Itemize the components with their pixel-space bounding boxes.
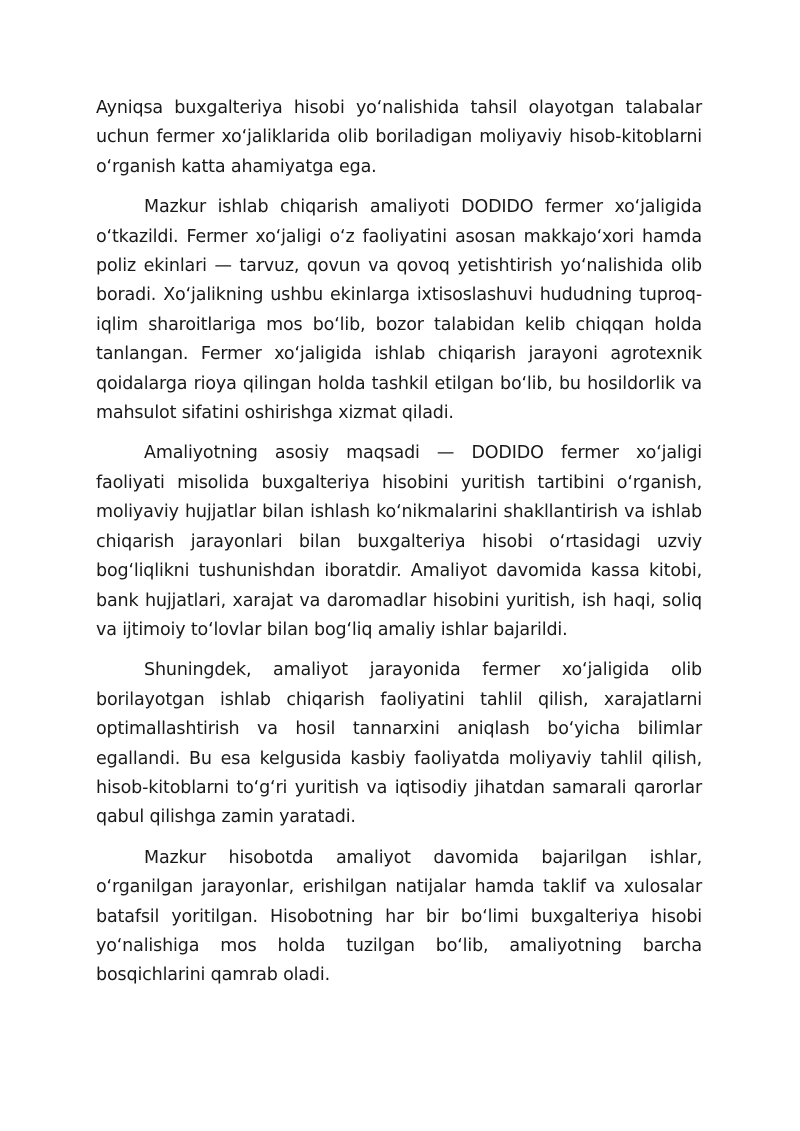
- paragraph-intro: Ayniqsa buxgalteriya hisobi yo‘nalishida tahsil olayotgan talabalar uchun fermer xo‘jaliklarida olib boriladigan moliyaviy hisob-kitoblarni o‘rganish katta ahamiyatga ega.: [96, 98, 702, 177]
- document-page: [96, 94, 702, 1002]
- paragraph-farm-description: Mazkur ishlab chiqarish amaliyoti DODIDO fermer xo‘jaligida o‘tkazildi. Fermer xo‘jaligi o‘z faoliyatini asosan makkajo‘xori hamda poliz ekinlari — tarvuz, qovun va qovoq yetishtirish yo‘nalishida olib boradi. Xo‘jalikning ushbu ekinlarga ixtisoslashuvi hududning tuproq-iqlim sharoitlariga mos bo‘lib, bozor talabidan kelib chiqqan holda tanlangan. Fermer xo‘jaligida ishlab chiqarish jarayoni agrotexnik qoidalarga rioya qilingan holda tashkil etilgan bo‘lib, bu hosildorlik va mahsulot sifatini oshirishga xizmat qiladi.: [96, 197, 702, 424]
- paragraph-skills-acquired: Shuningdek, amaliyot jarayonida fermer xo‘jaligida olib borilayotgan ishlab chiqarish faoliyatini tahlil qilish, xarajatlarni optimallashtirish va hosil tannarxini aniqlash bo‘yicha bilimlar egallandi. Bu esa kelgusida kasbiy faoliyatda moliyaviy tahlil qilish, hisob-kitoblarni to‘g‘ri yuritish va iqtisodiy jihatdan samarali qarorlar qabul qilishga zamin yaratadi.: [96, 660, 702, 828]
- paragraph-report-summary: Mazkur hisobotda amaliyot davomida bajarilgan ishlar, o‘rganilgan jarayonlar, erishilgan natijalar hamda taklif va xulosalar batafsil yoritilgan. Hisobotning har bir bo‘limi buxgalteriya hisobi yo‘nalishiga mos holda tuzilgan bo‘lib, amaliyotning barcha bosqichlarini qamrab oladi.: [96, 847, 702, 986]
- paragraph-practice-goal: Amaliyotning asosiy maqsadi — DODIDO fermer xo‘jaligi faoliyati misolida buxgalteriya hisobini yuritish tartibini o‘rganish, moliyaviy hujjatlar bilan ishlash ko‘nikmalarini shakllantirish va ishlab chiqarish jarayonlari bilan buxgalteriya hisobi o‘rtasidagi uzviy bog‘liqlikni tushunishdan iboratdir. Amaliyot davomida kassa kitobi, bank hujjatlari, xarajat va daromadlar hisobini yuritish, ish haqi, soliq va ijtimoiy to‘lovlar bilan bog‘liq amaliy ishlar bajarildi.: [96, 443, 702, 640]
